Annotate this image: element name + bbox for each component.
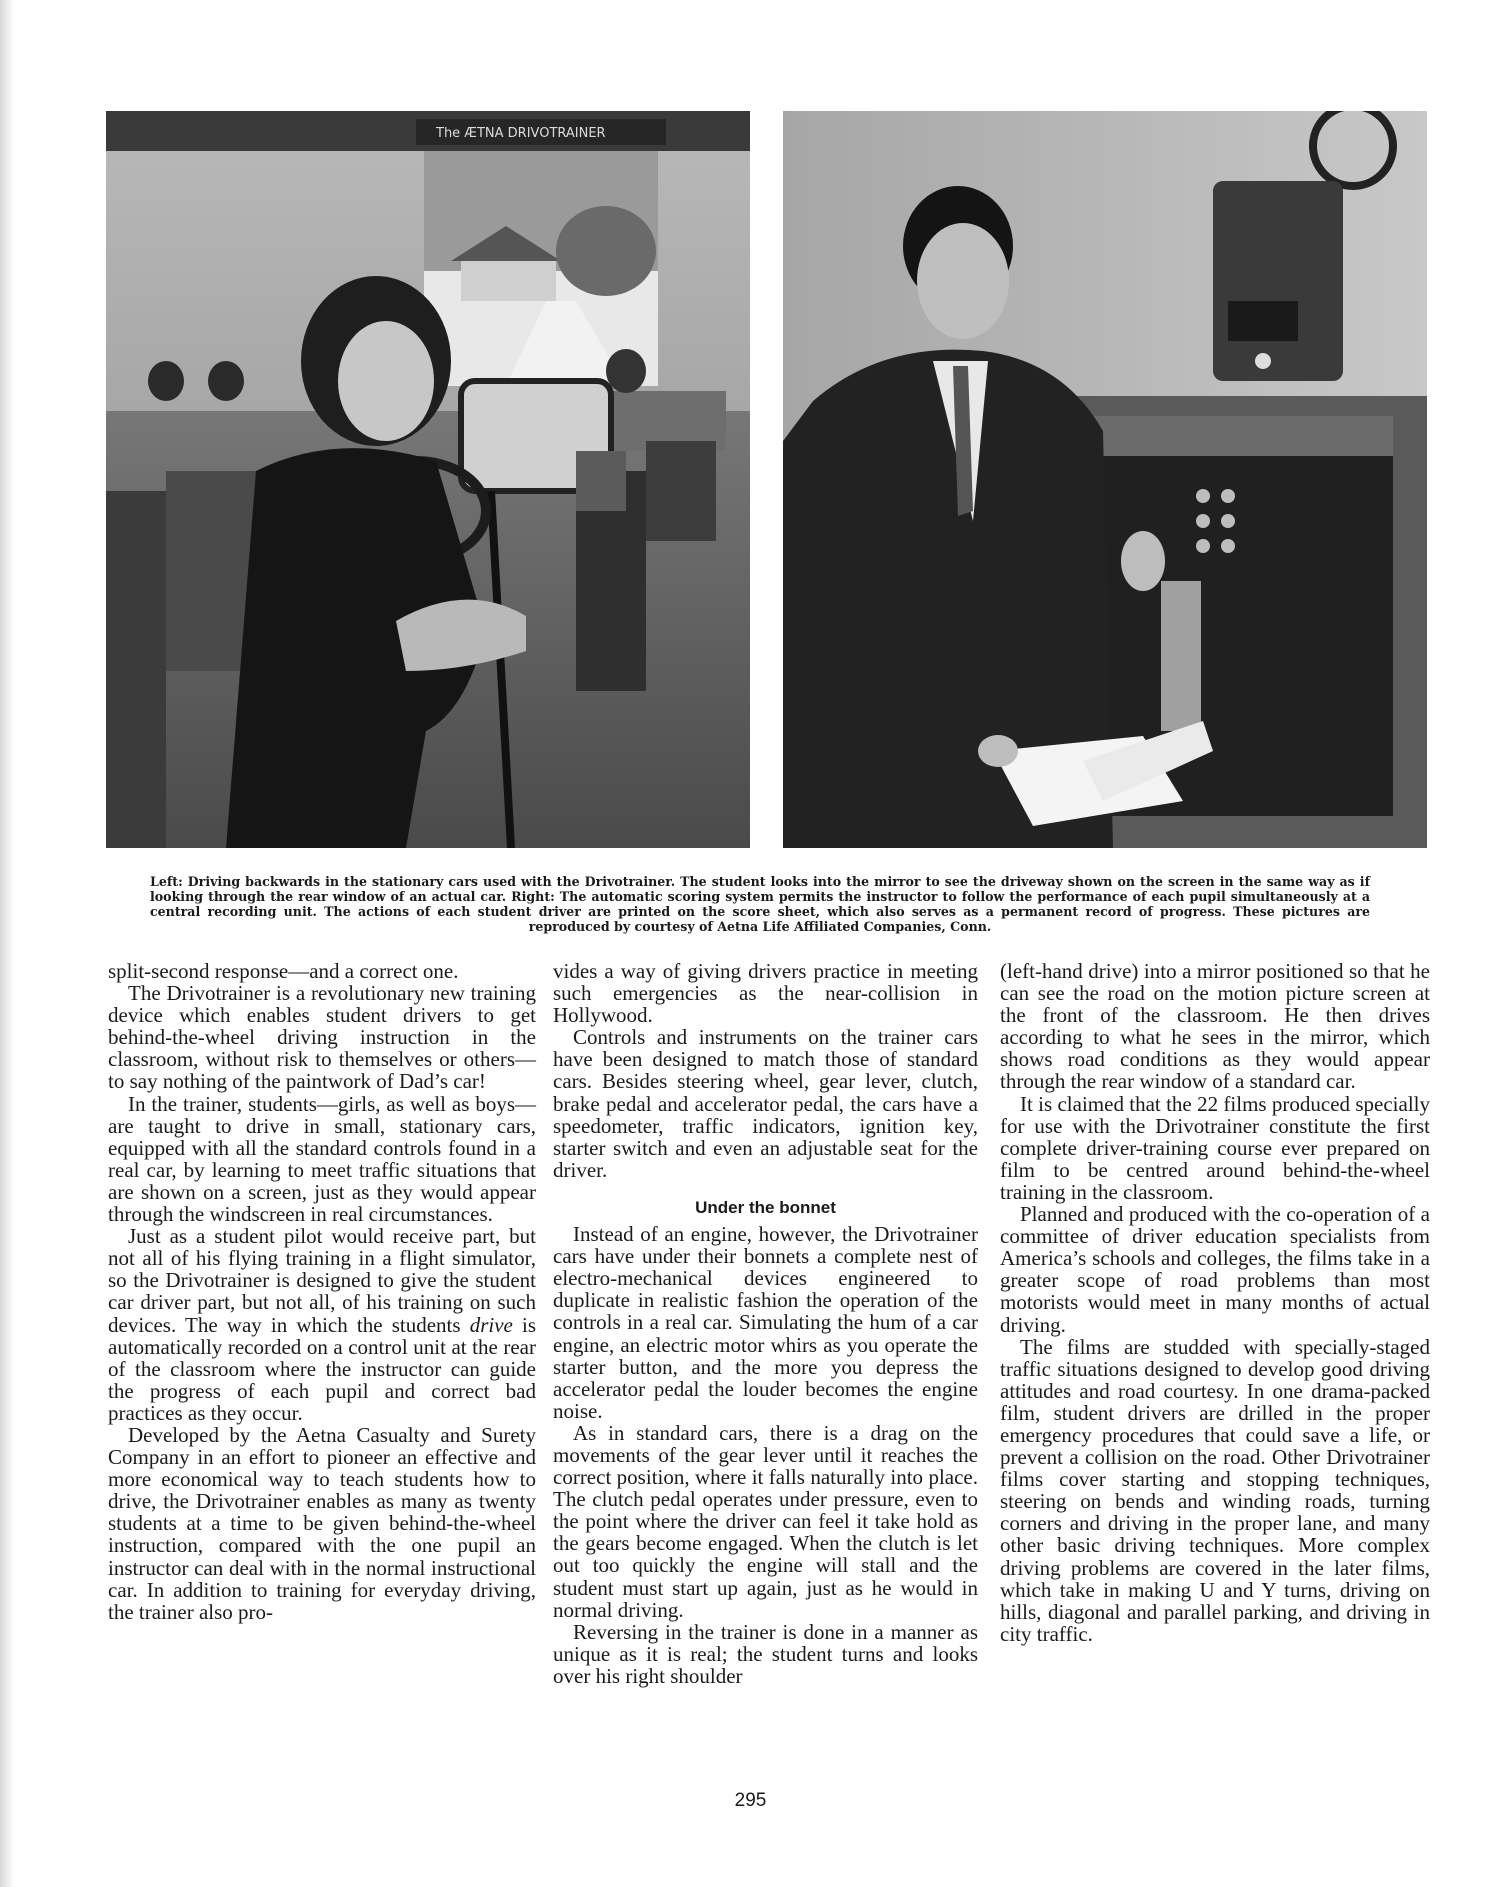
paragraph: In the trainer, students—girls, as well as boys—are taught to drive in small, stationary cars, equipped with all the standard controls found in a real car, by learning to meet traffic situations that are shown on a screen, just as they would appear through the windscreen in real circumstances. [108, 1091, 536, 1227]
text-column-2 [553, 960, 978, 1687]
text-column-1 [108, 960, 536, 1623]
photo-instructor-illustration [783, 111, 1427, 848]
page-number: 295 [734, 1790, 767, 1811]
article-body [0, 960, 1501, 1790]
paragraph: Planned and produced with the co-operation of a committee of driver education specialists from America’s schools and colleges, the films take in a greater scope of road problems than most motorists would meet in many months of actual driving. [1000, 1202, 1430, 1337]
paragraph: split-second response—and a correct one. [108, 959, 459, 983]
paragraph: Instead of an engine, however, the Drivotrainer cars have under their bonnets a complete nest of electro-mechanical devices engineered to duplicate in realistic fashion the operation of the controls in a real car. Simulating the hum of a car engine, an electric motor whirs as you operate the starter button, and the more you depress the accelerator pedal the louder becomes the engine noise. [553, 1222, 978, 1423]
paragraph: It is claimed that the 22 films produced specially for use with the Drivotrainer constitute the first complete driver-training course ever prepared on film to be centred around behind-the-wheel training in the classroom. [1000, 1091, 1430, 1204]
paragraph-text: is automatically recorded on a control unit at the rear of the classroom where the instructor can guide the progress of each pupil and correct bad practices as they occur. [108, 1312, 537, 1425]
section-heading: Under the bonnet [695, 1197, 836, 1217]
paragraph: The Drivotrainer is a revolutionary new training device which enables student drivers to get behind-the-wheel driving instruction in the classroom, without risk to themselves or others—to say nothing of the paintwork of Dad’s car! [108, 981, 536, 1094]
emphasis-text: drive [469, 1312, 513, 1337]
paragraph: (left-hand drive) into a mirror positioned so that he can see the road on the motion picture screen at the front of the classroom. He then drives according to what he sees in the mirror, which shows road conditions as they would appear through the rear window of a standard car. [1000, 959, 1430, 1094]
paragraph: Developed by the Aetna Casualty and Surety Company in an effort to pioneer an effective and more economical way to teach students how to drive, the Drivotrainer enables as many as twenty students at a time to be given behind-the-wheel instruction, compared with the one pupil an instructor can deal with in the normal instructional car. In addition to training for everyday driving, the trainer also pro- [108, 1422, 536, 1624]
paragraph: Reversing in the trainer is done in a manner as unique as it is real; the student turns and looks over his right shoulder [553, 1619, 978, 1688]
paragraph-text: Just as a student pilot would receive part, but not all of his flying training in a flight simulator, so the Drivotrainer is designed to give the student car driver part, but not all, of his training on such devices. The way in which the students [108, 1224, 536, 1337]
paragraph: The films are studded with specially-staged traffic situations designed to develop good driving attitudes and road courtesy. In one drama-packed film, student drivers are drilled in the proper emergency procedures that could save a life, or prevent a collision on the road. Other Drivotrainer films cover starting and stopping techniques, steering on bends and winding roads, turning corners and driving in the proper lane, and many other basic driving techniques. More complex driving problems are covered in the later films, which take in making U and Y turns, driving on hills, diagonal and parallel parking, and driving in city traffic. [1000, 1334, 1430, 1646]
paragraph: Controls and instruments on the trainer cars have been designed to match those of standard cars. Besides steering wheel, gear lever, clutch, brake pedal and accelerator pedal, the cars have a speedometer, traffic indicators, ignition key, starter switch and even an adjustable seat for the driver. [553, 1025, 978, 1182]
paragraph [108, 1225, 536, 1424]
photo-sign-text: The ÆTNA DRIVOTRAINER [436, 126, 606, 141]
text-column-3 [1000, 960, 1430, 1645]
photo-student-in-trainer [106, 111, 750, 848]
photo-student-illustration [106, 111, 750, 848]
photo-caption: Left: Driving backwards in the stationary cars used with the Drivotrainer. The student looks into the mirror to see the driveway shown on the screen in the same way as if looking through the rear window of an actual car. Right: The automatic scoring system permits the instructor to follow the performance of each pupil simultaneously at a central recording unit. The actions of each student driver are printed on the score sheet, which also serves as a permanent record of progress. These pictures are reproduced by courtesy of Aetna Life Affiliated Companies, Conn. [150, 874, 1370, 934]
paragraph: vides a way of giving drivers practice in meeting such emergencies as the near-collision in Hollywood. [553, 959, 978, 1028]
paragraph: As in standard cars, there is a drag on the movements of the gear lever until it reaches the correct position, where it falls naturally into place. The clutch pedal operates under pressure, even to the point where the driver can feel it take hold as the gears become engaged. When the clutch is let out too quickly the engine will stall and the student must start up again, just as he would in normal driving. [553, 1420, 978, 1622]
photo-instructor-scoring-unit [783, 111, 1427, 848]
